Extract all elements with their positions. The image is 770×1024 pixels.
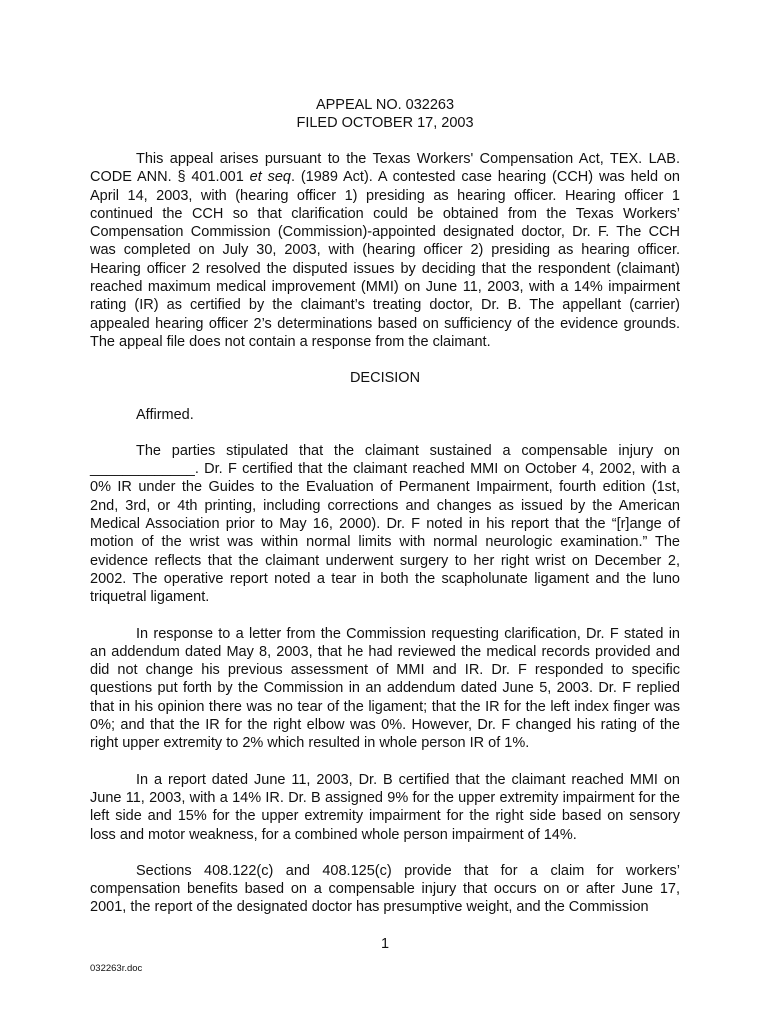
appeal-number: APPEAL NO. 032263 xyxy=(315,97,455,113)
stipulation-paragraph: The parties stipulated that the claimant sustained a compensable injury on _____________. Dr. F certified that the claimant reached MMI on October 4, 2002, with a 0% IR under the Guides to the Evaluation of Permanent Impairment, fourth edition (1st, 2nd, 3rd, or 4th printing, including corrections and changes as issued by the American Medical Association prior to May 16, 2000). Dr. F noted in his report that the “[r]ange of motion of the wrist was within normal limits with normal neurologic examination.” The evidence reflects that the claimant underwent surgery to her right wrist on December 2, 2002. The operative report noted a tear in both the scapholunate ligament and the luno triquetral ligament. xyxy=(90,442,680,606)
treating-doctor-paragraph: In a report dated June 11, 2003, Dr. B certified that the claimant reached MMI on June 11, 2003, with a 14% IR. Dr. B assigned 9% for the upper extremity impairment for the left side and 15% for the upper extremity impairment for the right side based on sensory loss and motor weakness, for a combined whole person impairment of 14%. xyxy=(90,771,680,843)
sections-paragraph: Sections 408.122(c) and 408.125(c) provide that for a claim for workers’ compensation benefits based on a compensable injury that occurs on or after June 17, 2001, the report of the designated doctor has presumptive weight, and the Commission xyxy=(90,862,680,916)
filed-date: FILED OCTOBER 17, 2003 xyxy=(296,115,474,132)
document-body xyxy=(90,150,680,917)
file-name: 032263r.doc xyxy=(90,963,143,974)
clarification-paragraph: In response to a letter from the Commission requesting clarification, Dr. F stated in an addendum dated May 8, 2003, that he had reviewed the medical records provided and did not change his previous assessment of MMI and IR. Dr. F responded to specific questions put forth by the Commission in an addendum dated June 5, 2003. Dr. F replied that in his opinion there was no tear of the ligament; that the IR for the left index finger was 0%; and that the IR for the right elbow was 0%. However, Dr. F changed his rating of the right upper extremity to 2% which resulted in whole person IR of 1%. xyxy=(90,625,680,752)
intro-paragraph: This appeal arises pursuant to the Texas Workers' Compensation Act, TEX. LAB. CODE ANN. § 401.001 et seq. (1989 Act). A contested case hearing (CCH) was held on April 14, 2003, with (hearing officer 1) presiding as hearing officer. Hearing officer 1 continued the CCH so that clarification could be obtained from the Texas Workers’ Compensation Commission (Commission)-appointed designated doctor, Dr. F. The CCH was completed on July 30, 2003, with (hearing officer 2) presiding as hearing officer. Hearing officer 2 resolved the disputed issues by deciding that the respondent (claimant) reached maximum medical improvement (MMI) on June 11, 2003, with a 14% impairment rating (IR) as certified by the claimant’s treating doctor, Dr. B. The appellant (carrier) appealed hearing officer 2’s determinations based on sufficiency of the evidence grounds. The appeal file does not contain a response from the claimant. xyxy=(90,151,680,350)
page-number: 1 xyxy=(380,936,390,952)
et-seq-italic: et seq xyxy=(249,169,291,186)
affirmed-text: Affirmed. xyxy=(136,406,194,423)
decision-heading: DECISION xyxy=(349,370,421,387)
document-header xyxy=(90,96,680,133)
